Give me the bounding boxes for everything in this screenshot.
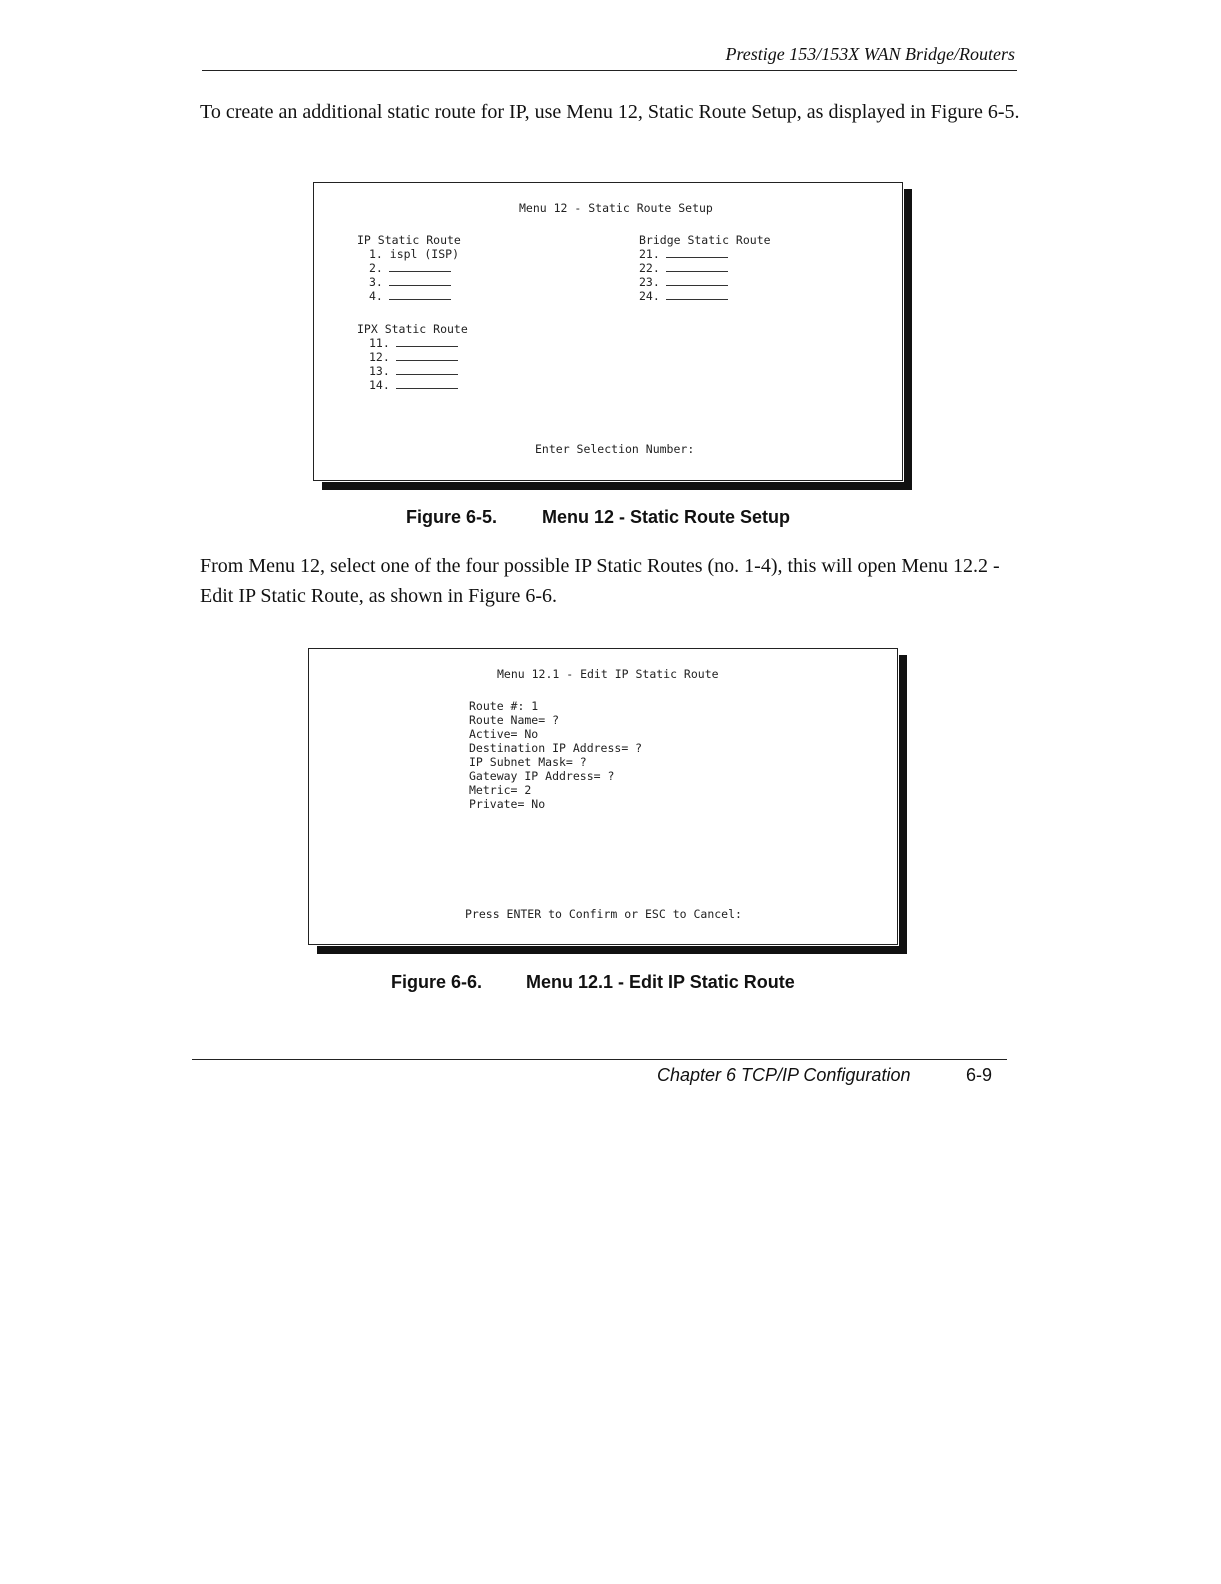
private-field[interactable]: Private= No xyxy=(469,797,546,811)
ip-route-item[interactable]: 4. xyxy=(369,289,451,304)
menu-title: Menu 12.1 - Edit IP Static Route xyxy=(497,667,719,681)
ipx-static-route-heading: IPX Static Route xyxy=(357,322,468,336)
bridge-static-route-heading: Bridge Static Route xyxy=(639,233,771,247)
header-rule xyxy=(202,70,1017,71)
figure-caption-title: Menu 12.1 - Edit IP Static Route xyxy=(526,972,795,992)
route-number-field: Route #: 1 xyxy=(469,699,539,713)
screen-shadow xyxy=(317,946,907,954)
intro-paragraph: To create an additional static route for IP, use Menu 12, Static Route Setup, as displayed in Figure 6-5. xyxy=(200,101,1020,123)
page-number: 6-9 xyxy=(966,1065,993,1085)
screen-shadow xyxy=(322,482,912,490)
middle-paragraph: From Menu 12, select one of the four possible IP Static Routes (no. 1-4), this will open Menu 12.2 - Edit IP Static Route, as shown in Figure 6-6. xyxy=(200,555,1000,607)
ipx-route-item[interactable]: 14. xyxy=(369,378,458,393)
screen-shadow xyxy=(904,189,912,490)
metric-field[interactable]: Metric= 2 xyxy=(469,783,532,797)
ip-route-item[interactable]: 1. ispl (ISP) xyxy=(369,247,460,261)
subnet-mask-field[interactable]: IP Subnet Mask= ? xyxy=(469,755,587,769)
bridge-route-item[interactable]: 22. xyxy=(639,261,728,276)
figure-caption-label: Figure 6-5. xyxy=(406,507,498,527)
route-name-field[interactable]: Route Name= ? xyxy=(469,713,560,727)
ip-route-item[interactable]: 2. xyxy=(369,261,451,276)
bridge-route-item[interactable]: 21. xyxy=(639,247,728,262)
screen-shadow xyxy=(899,655,907,954)
destination-ip-field[interactable]: Destination IP Address= ? xyxy=(469,741,643,755)
edit-ip-static-route-screen xyxy=(308,648,898,945)
active-field[interactable]: Active= No xyxy=(469,727,539,741)
ip-static-route-heading: IP Static Route xyxy=(357,233,461,247)
ipx-route-item[interactable]: 13. xyxy=(369,364,458,379)
footer-rule xyxy=(192,1059,1007,1060)
bridge-route-item[interactable]: 24. xyxy=(639,289,728,304)
figure-caption-title: Menu 12 - Static Route Setup xyxy=(542,507,791,527)
footer-chapter: Chapter 6 TCP/IP Configuration xyxy=(657,1065,911,1085)
selection-prompt[interactable]: Enter Selection Number: xyxy=(535,442,695,456)
confirm-prompt[interactable]: Press ENTER to Confirm or ESC to Cancel: xyxy=(465,907,742,921)
menu-title: Menu 12 - Static Route Setup xyxy=(519,201,713,215)
bridge-route-item[interactable]: 23. xyxy=(639,275,728,290)
figure-caption-label: Figure 6-6. xyxy=(391,972,483,992)
ipx-route-item[interactable]: 12. xyxy=(369,350,458,365)
ip-route-item[interactable]: 3. xyxy=(369,275,451,290)
ipx-route-item[interactable]: 11. xyxy=(369,336,458,351)
static-route-setup-screen xyxy=(313,182,903,481)
gateway-ip-field[interactable]: Gateway IP Address= ? xyxy=(469,769,615,783)
running-header: Prestige 153/153X WAN Bridge/Routers xyxy=(725,44,1015,64)
